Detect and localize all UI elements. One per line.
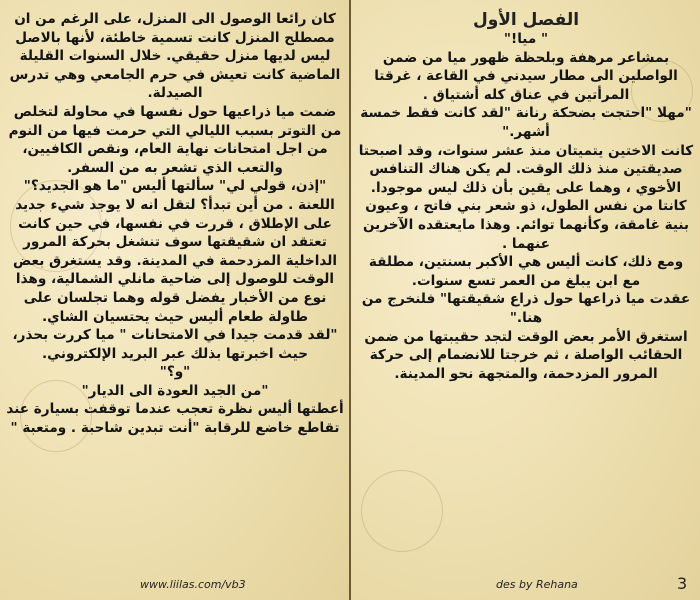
left-paragraph: اللعنة . من أين تبدأ؟ لتقل انه لا يوجد شيء جديد على الإطلاق ، قررت في نفسها، في حين كانت تعتقد ان شقيقتها سوف تنشغل بحركة المرور الداخلية المزدحمة في المدينة. وقد يستغرق بعض الوقت للوصول إلى ضاحية مانلي الشمالية، وهذا نوع من الأخبار يفضل قوله وهما تجلسان على طاولة طعام أليس حيث يحتسيان الشاي. bbox=[12, 196, 337, 325]
left-paragraph: "من الجيد العودة الى الديار" bbox=[81, 382, 269, 399]
right-paragraph: كانتا من نفس الطول، ذو شعر بني فاتح ، وعيون بنية غامقة، وكأنهما توائم. وهذا مايعتقده الآخرين عنهما . bbox=[362, 198, 690, 252]
right-text-column bbox=[358, 10, 694, 383]
right-paragraph: كانت الاختين يتميتان منذ عشر سنوات، وقد اصبحتا صديقتين منذ ذلك الوقت. لم يكن هناك التنافس الأخوي ، وهما على يقين بأن ذلك ليس موجودا. bbox=[358, 142, 694, 196]
right-ornament bbox=[361, 470, 443, 552]
right-paragraph: استغرق الأمر بعض الوقت لتجد حقيبتها من ضمن الحقائب الواصلة ، ثم خرجتا للانضمام إلى حركة المرور المزدحمة، والمتجهة نحو المدينة. bbox=[364, 328, 688, 382]
right-paragraph: " ميا!" bbox=[503, 31, 549, 47]
right-paragraph: بمشاعر مرهفة وبلحظة ظهور ميا من ضمن الواصلين الى مطار سيدني في القاعة ، غرقتا المرأتين في عناق كله أشتياق . bbox=[374, 49, 678, 103]
left-paragraph: ضمت ميا ذراعيها حول نفسها في محاولة لتخلص من التوتر بسبب الليالي التي حرمت فيها من النوم من اجل امتحانات نهاية العام، ونقص الكافيين، والتعب الذي تشعر به من السفر. bbox=[8, 103, 342, 176]
right-paragraph: عقدت ميا ذراعها حول ذراع شقيقتها" فلنخرج من هنا." bbox=[361, 291, 691, 326]
left-paragraph: أعطتها أليس نظرة تعجب عندما توقفت بسيارة عند تقاطع خاضع للرقابة "أنت تبدين شاحبة . ومتعبة " bbox=[6, 401, 344, 437]
left-paragraph: كان رائعا الوصول الى المنزل، على الرغم من ان مصطلح المنزل كانت تسمية خاطئة، لأنها بالاصل ليس لديها منزل حقيقي. خلال السنوات القليلة الماضية كانت تعيش في حرم الجامعي وهي تدرس الصيدلة. bbox=[9, 11, 341, 102]
footer-url: www.liilas.com/vb3 bbox=[140, 578, 246, 591]
left-text-column bbox=[6, 10, 344, 438]
footer-credit: des by Rehana bbox=[496, 578, 578, 591]
page-number: 3 bbox=[677, 574, 688, 593]
left-paragraph: "لقد قدمت جيدا في الامتحانات " ميا كررت بحذر، حيث اخبرتها بذلك عبر البريد الإلكتروني. bbox=[12, 327, 338, 362]
left-paragraph: "إذن، قولي لي" سألتها أليس "ما هو الجديد؟" bbox=[23, 178, 327, 195]
right-paragraph: ومع ذلك، كانت أليس هي الأكبر بسنتين، مطلقة مع ابن يبلغ من العمر تسع سنوات. bbox=[368, 254, 684, 289]
chapter-heading: الفصل الأول bbox=[472, 10, 580, 30]
right-paragraph: "مهلا "احتجت بضحكة رنانة "لقد كانت فقط خمسة أشهر." bbox=[360, 105, 692, 140]
left-paragraph: "و؟" bbox=[159, 364, 191, 381]
